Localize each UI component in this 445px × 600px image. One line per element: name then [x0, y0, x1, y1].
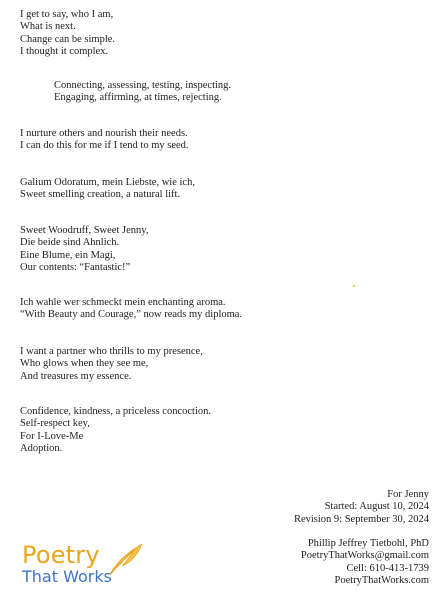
poem-line: Sweet Woodruff, Sweet Jenny, — [20, 225, 149, 236]
poem-line: Our contents: “Fantastic!” — [20, 262, 131, 274]
stanza-4 — [20, 177, 195, 202]
contact-email: PoetryThatWorks@gmail.com — [300, 550, 429, 562]
poem-line: Ich wahle wer schmeckt mein enchanting aroma. — [20, 297, 226, 308]
stanza-1 — [20, 9, 115, 59]
poem-line: I thought it complex. — [20, 46, 109, 58]
stanza-6 — [20, 297, 242, 322]
stanza-3 — [20, 128, 189, 153]
quill-feather-icon — [104, 542, 146, 576]
poem-line: Engaging, affirming, at times, rejecting. — [54, 92, 222, 104]
poem-line: Sweet smelling creation, a natural lift. — [20, 189, 181, 201]
poem-line: For I-Love-Me — [20, 430, 84, 442]
poem-line: Galium Odoratum, mein Liebste, wie ich, — [20, 177, 195, 188]
logo-word-poetry: Poetry — [22, 541, 100, 569]
poem-line: I nurture others and nourish their needs. — [20, 128, 188, 139]
decorative-speck — [353, 285, 355, 287]
poetry-that-works-logo — [22, 542, 142, 592]
stanza-8 — [20, 406, 211, 456]
poem-line: Connecting, assessing, testing, inspecting. — [54, 80, 232, 91]
stanza-5 — [20, 225, 148, 275]
poem-line: And treasures my essence. — [20, 370, 132, 382]
dedication-block — [294, 489, 429, 526]
poem-line: Die beide sind Ahnlich. — [20, 237, 120, 249]
stanza-2 — [54, 80, 231, 105]
started-date: Started: August 10, 2024 — [324, 501, 429, 513]
logo-word-that-works: That Works — [22, 567, 112, 586]
poem-line: Adoption. — [20, 443, 63, 455]
poem-line: Eine Blume, ein Magi, — [20, 249, 116, 261]
poem-line: Change can be simple. — [20, 33, 116, 45]
poem-line: “With Beauty and Courage,” now reads my diploma. — [20, 309, 243, 321]
author-name: Phillip Jeffrey Tietbohl, PhD — [307, 538, 429, 549]
stanza-7 — [20, 346, 203, 383]
poem-line: Confidence, kindness, a priceless concoction. — [20, 406, 211, 417]
dedication-for: For Jenny — [387, 489, 429, 500]
revision-date: Revision 9: September 30, 2024 — [293, 513, 429, 525]
contact-website: PoetryThatWorks.com — [334, 575, 429, 587]
poem-line: I get to say, who I am, — [20, 9, 114, 20]
contact-cell: Cell: 610-413-1739 — [346, 562, 429, 574]
poem-line: Who glows when they see me, — [20, 358, 149, 370]
poem-line: I can do this for me if I tend to my seed. — [20, 140, 189, 152]
poem-line: I want a partner who thrills to my presence, — [20, 346, 203, 357]
poem-line: Self-respect key, — [20, 418, 90, 430]
contact-block — [301, 538, 429, 588]
poem-line: What is next. — [20, 21, 76, 33]
